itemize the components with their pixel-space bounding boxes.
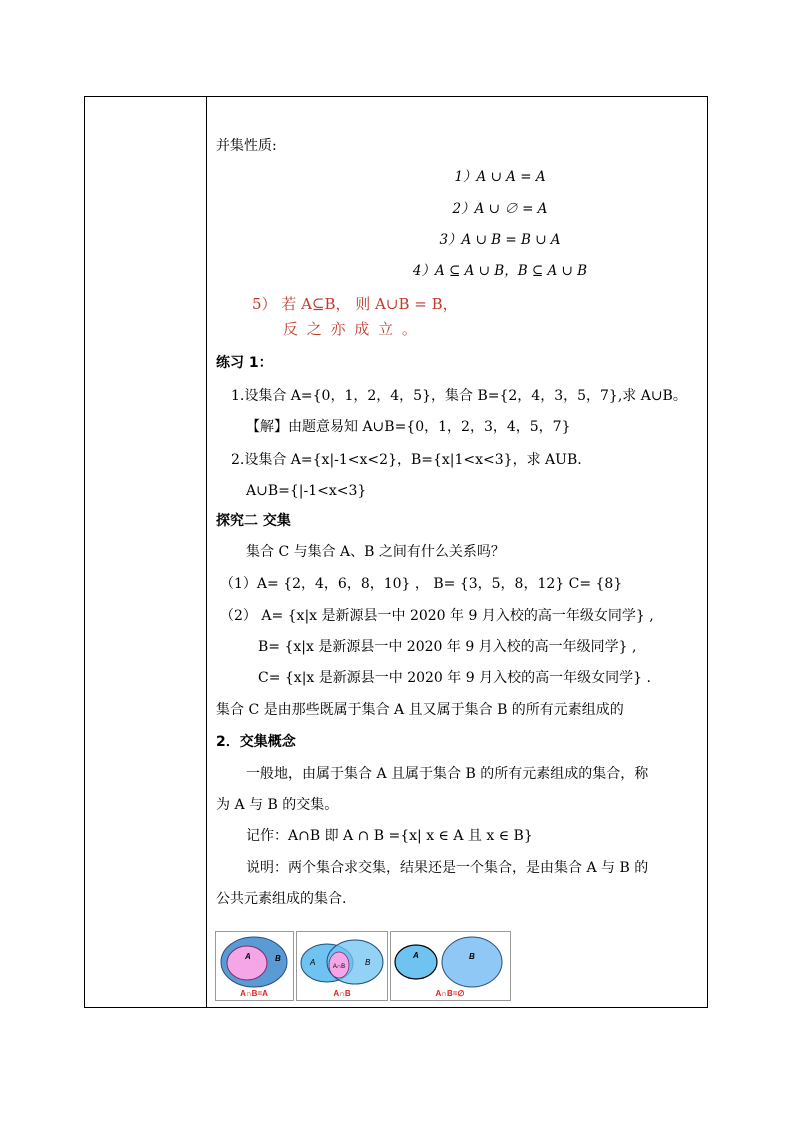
venn-label-b: B [365, 958, 371, 967]
exercise-q2: 2.设集合 A={x|-1<x<2}，B={x|1<x<3}，求 AUB. [231, 452, 582, 468]
concept-note-line1: 说明：两个集合求交集，结果还是一个集合，是由集合 A 与 B 的 [246, 860, 649, 876]
concept-p1-line1: 一般地，由属于集合 A 且属于集合 B 的所有元素组成的集合，称 [246, 766, 649, 782]
explore-ex2-a: （2） A= {x|x 是新源县一中 2020 年 9 月入校的高一年级女同学} , [220, 608, 654, 624]
explore-title: 探究二 交集 [216, 513, 291, 529]
concept-title: 2．交集概念 [216, 734, 296, 750]
venn-disjoint-diagram [390, 931, 511, 1001]
venn-caption: A∩B=A [240, 989, 268, 998]
venn-label-intersection: A∩B [332, 964, 346, 970]
explore-ex1: （1）A= {2，4，6，8，10} ， B= {3，5，8，12} C= {8} [220, 576, 623, 592]
explore-question: 集合 C 与集合 A、B 之间有什么关系吗？ [246, 544, 505, 560]
venn-intersect-diagram [296, 931, 388, 1001]
concept-note-line2: 公共元素组成的集合. [216, 891, 347, 907]
union-prop-3: 3）A ∪ B = B ∪ A [439, 232, 561, 248]
venn-caption: A∩B=∅ [435, 989, 465, 998]
venn-subset-diagram [215, 931, 294, 1001]
union-prop-5-cont: 反 之 亦 成 立 。 [283, 320, 419, 338]
concept-p1-line2: 为 A 与 B 的交集。 [216, 797, 339, 813]
union-prop-5: 5） 若 A⊆B， 则 A∪B = B， [252, 295, 458, 313]
venn-label-b: B [275, 954, 281, 963]
union-props-title: 并集性质: [216, 138, 277, 154]
venn-label-a: A [245, 952, 251, 961]
column-divider [206, 96, 207, 1008]
venn-set-b-circle [442, 937, 502, 987]
explore-ex2-c: C= {x|x 是新源县一中 2020 年 9 月入校的高一年级女同学} . [258, 670, 651, 686]
venn-label-a: A [310, 958, 316, 967]
exercise-a2: A∪B={|-1<x<3} [246, 483, 367, 499]
exercise-q1: 1.设集合 A={0，1，2，4，5}，集合 B={2，4，3，5，7},求 A∪B。 [231, 388, 687, 404]
venn-caption: A∩B [333, 989, 351, 998]
exercise-a1: 【解】由题意易知 A∪B={0，1，2，3，4，5，7} [246, 419, 571, 435]
venn-label-a: A [413, 951, 419, 960]
union-prop-1: 1）A ∪ A = A [454, 169, 546, 185]
venn-label-b: B [469, 952, 475, 961]
exercise-title: 练习 1： [216, 355, 273, 371]
union-prop-4: 4）A ⊆ A ∪ B，B ⊆ A ∪ B [412, 263, 588, 279]
explore-ex2-b: B= {x|x 是新源县一中 2020 年 9 月入校的高一年级同学} , [258, 639, 637, 655]
explore-conclusion: 集合 C 是由那些既属于集合 A 且又属于集合 B 的所有元素组成的 [216, 702, 624, 718]
concept-notation: 记作：A∩B 即 A ∩ B ={x| x ∈ A 且 x ∈ B} [246, 828, 533, 844]
union-prop-2: 2）A ∪ ∅ = A [452, 201, 548, 217]
